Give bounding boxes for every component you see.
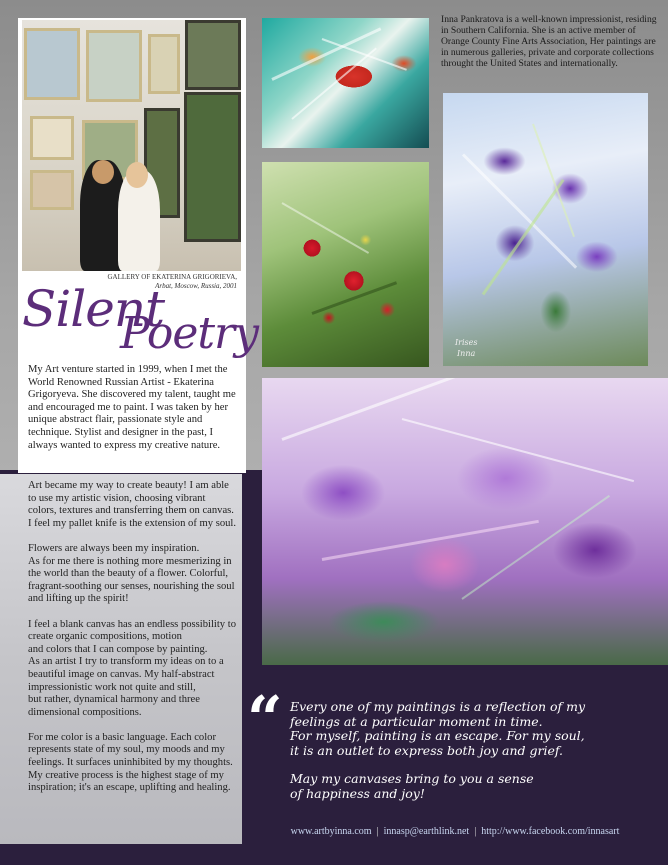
separator: | [376, 826, 379, 837]
body-text [28, 480, 236, 807]
gallery-frame [30, 116, 74, 160]
painting-purple-garden [262, 378, 668, 665]
body-paragraph: Flowers are always been my inspiration. As for me there is nothing more mesmerizing in the world than the beauty of a flower. Colorful, fragrant-soothing our senses, nourishing the soul and lifting up the spirit! [28, 542, 235, 605]
person-head [126, 162, 148, 188]
person-head [92, 160, 114, 184]
body-paragraph: Art became my way to create beauty! I am able to use my artistic vision, choosing vibrant colors, textures and transferring them on canvas. I feel my pallet knife is the extension of my soul. [28, 480, 237, 529]
intro-paragraph: My Art venture started in 1999, when I met the World Renowned Russian Artist - Ekaterina Grigoryeva. She discovered my talent, taught me and encouraged me to paint. I was taken by her unique abstract flair, passionate style and technique. Stylist and designer in the past, I always wanted to express my creative nature. [28, 364, 236, 451]
quote-paragraph: May my canvases bring to you a sense of happiness and joy! [290, 771, 534, 801]
irises-signature-artist: Inna [457, 349, 476, 358]
caption-line-2: Arbat, Moscow, Russia, 2001 [155, 282, 237, 290]
gallery-photo [22, 20, 241, 271]
gallery-frame [30, 170, 74, 210]
irises-signature: Irises [455, 338, 478, 347]
separator: | [474, 826, 477, 837]
painting-irises [443, 93, 648, 366]
facebook-link[interactable]: http://www.facebook.com/innasart [481, 826, 620, 837]
quote-paragraph: Every one of my paintings is a reflection of my feelings at a particular moment in time. For myself, painting is an escape. For my soul, it is an outlet to express both joy and grief. [290, 699, 586, 758]
gallery-frame [184, 92, 241, 242]
body-paragraph: I feel a blank canvas has an endless possibility to create organic compositions, motion and colors that I can compose by painting. As an artist I try to transform my ideas on to a beautiful image on canvas. My half-abstract impressionistic work not quite and still, but rather, dynamical harmony and three dimensional compositions. [28, 618, 236, 718]
contact-footer [242, 826, 668, 837]
email-link[interactable]: innasp@earthlink.net [383, 826, 470, 837]
gallery-frame [86, 30, 142, 102]
website-link[interactable]: www.artbyinna.com [290, 826, 372, 837]
body-paragraph: For me color is a basic language. Each color represents state of my soul, my moods and my feelings. It surfaces uninhibited by my thoughts. My creative process is the highest stage of my inspiration; it's an escape, uplifting and healing. [28, 731, 233, 794]
caption-line-1: GALLERY OF EKATERINA GRIGORIEVA, [107, 273, 237, 281]
artist-quote [290, 700, 630, 815]
gallery-frame [148, 34, 180, 94]
artist-bio: Inna Pankratova is a well-known impressionist, residing in Southern California. She is an active member of Orange County Fine Arts Association, Her paintings are in numerous galleries, private and corporate collections throught the United States and internationally. [441, 14, 657, 69]
painting-red-flowers [262, 162, 429, 367]
gallery-frame [24, 28, 80, 100]
title-poetry: Poetry [120, 308, 258, 359]
title-silent: Silent [22, 280, 165, 338]
painting-red-poppies-teal [262, 18, 429, 148]
quote-mark-icon: “ [247, 682, 283, 755]
gallery-frame [185, 20, 241, 90]
